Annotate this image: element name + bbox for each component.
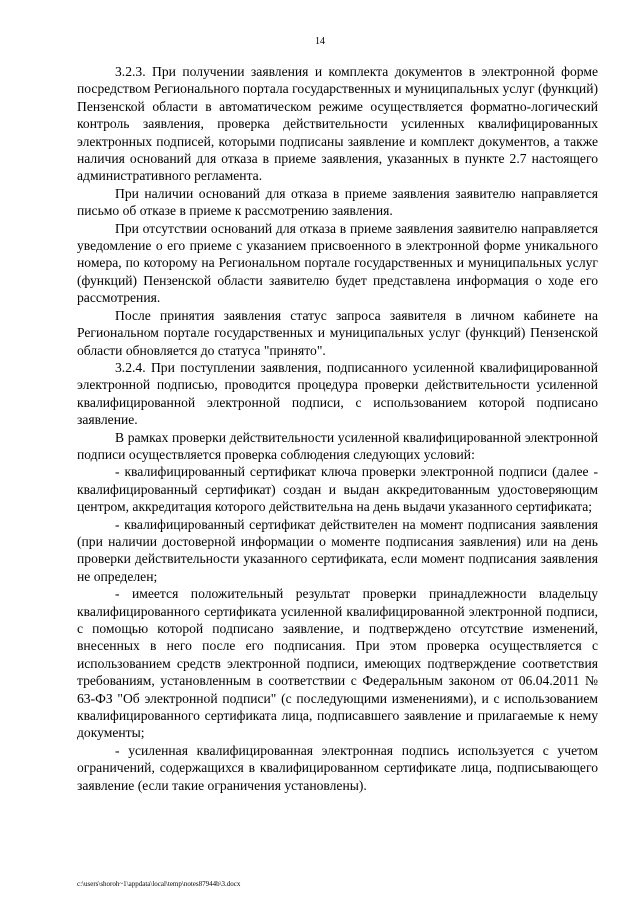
list-item-certificate-issued: - квалифицированный сертификат ключа проверки электронной подписи (далее - квалифицированный сертификат) создан и выдан аккредитованным удостоверяющим центром, аккредитация которого действительна на день выдачи указанного сертификата;	[77, 464, 598, 515]
list-item-ownership-check: - имеется положительный результат проверки принадлежности владельцу квалифицированного сертификата усиленной квалифицированной электронной подписи, с помощью которой подписано заявление, и подтверждено отсутствие изменений, внесенных в него после его подписания. При этом проверка осуществляется с использованием средств электронной подписи, имеющих подтверждение соответствия требованиям, установленным в соответствии с Федеральным законом от 06.04.2011 № 63-ФЗ "Об электронной подписи" (с последующими изменениями), и с использованием квалифицированного сертификата лица, подписавшего заявление и прилагаемые к нему документы;	[77, 586, 598, 741]
paragraph-3-2-3: 3.2.3. При получении заявления и комплекта документов в электронной форме посредством Регионального портала государственных и муниципальных услуг (функций) Пензенской области в автоматическом режиме осуществляется форматно-логический контроль заявления, проверка действительности усиленных квалифицированных электронных подписей, которыми подписаны заявление и комплект документов, а также наличия оснований для отказа в приеме заявления, указанных в пункте 2.7 настоящего административного регламента.	[77, 64, 598, 184]
paragraph-verification-conditions: В рамках проверки действительности усиленной квалифицированной электронной подписи осуществляется проверка соблюдения следующих условий:	[77, 429, 598, 462]
paragraph-3-2-4: 3.2.4. При поступлении заявления, подписанного усиленной квалифицированной электронной подписью, проводится процедура проверки действительности усиленной квалифицированной электронной подписи, с использованием которой подписано заявление.	[77, 359, 598, 428]
page-number: 14	[315, 36, 325, 47]
list-item-certificate-valid: - квалифицированный сертификат действителен на момент подписания заявления (при наличии достоверной информации о моменте подписания заявления) или на день проверки действительности указанного сертификата, если момент подписания заявления не определен;	[77, 516, 598, 584]
paragraph-status-update: После принятия заявления статус запроса заявителя в личном кабинете на Региональном портале государственных и муниципальных услуг (функций) Пензенской области обновляется до статуса "принято".	[77, 307, 598, 358]
paragraph-refusal-letter: При наличии оснований для отказа в приеме заявления заявителю направляется письмо об отказе в приеме к рассмотрению заявления.	[77, 185, 598, 219]
list-item-signature-restrictions: - усиленная квалифицированная электронная подпись используется с учетом ограничений, содержащихся в квалифицированном сертификате лица, подписывающего заявление (если такие ограничения установлены).	[77, 742, 598, 793]
paragraph-acceptance-notice: При отсутствии оснований для отказа в приеме заявления заявителю направляется уведомление о его приеме с указанием присвоенного в электронной форме уникального номера, по которому на Региональном портале государственных и муниципальных услуг (функций) Пензенской области заявителю будет представлена информация о ходе его рассмотрения.	[77, 220, 598, 306]
footer-file-path: c:\users\shoroh~1\appdata\local\temp\notes87944b\3.docx	[77, 880, 241, 888]
document-body	[77, 63, 598, 794]
